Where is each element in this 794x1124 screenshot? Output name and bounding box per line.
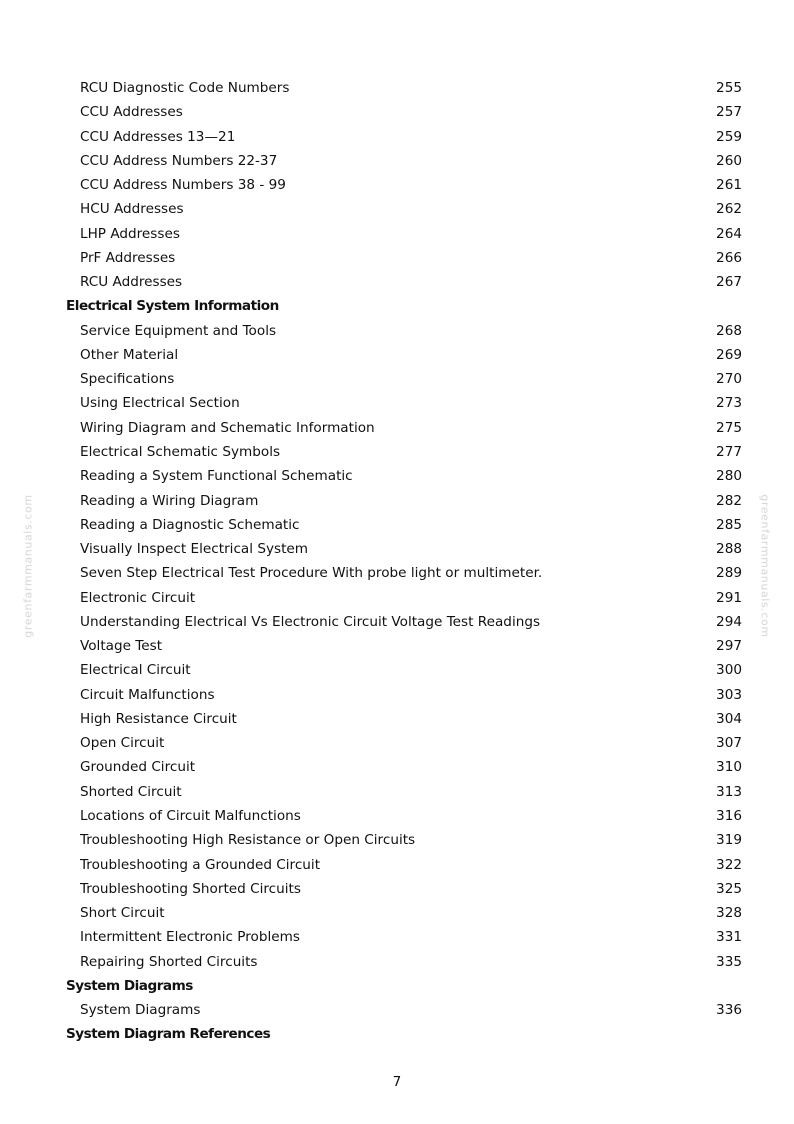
toc-entry[interactable] [66,731,742,755]
toc-entry-title: High Resistance Circuit [80,710,237,727]
toc-entry-page-number: 319 [716,832,742,849]
toc-entry[interactable] [66,537,742,561]
toc-entry-page-number: 310 [716,759,742,776]
toc-entry-title: Other Material [80,346,179,363]
toc-entry-title: CCU Address Numbers 22-37 [80,152,278,169]
toc-entry-page-number: 322 [716,856,742,873]
watermark-right: greenfarmmanuals.com [758,494,772,638]
toc-entry[interactable] [66,780,742,804]
toc-entry-title: Reading a Wiring Diagram [80,492,259,509]
toc-entry-title: Wiring Diagram and Schematic Information [80,419,375,436]
toc-entry-title: Visually Inspect Electrical System [80,541,309,558]
toc-section-title: System Diagrams [66,977,193,994]
toc-entry-page-number: 289 [716,565,742,582]
toc-entry-page-number: 262 [716,201,742,218]
toc-entry-page-number: 277 [716,443,742,460]
toc-entry[interactable] [66,853,742,877]
toc-entry[interactable] [66,804,742,828]
toc-entry-title: Electrical Circuit [80,662,191,679]
toc-entry[interactable] [66,464,742,488]
toc-entry-title: Troubleshooting High Resistance or Open Circuits [80,832,416,849]
toc-section-title: System Diagram References [66,1026,271,1043]
toc-entry-page-number: 288 [716,541,742,558]
toc-entry-page-number: 307 [716,735,742,752]
toc-entry-page-number: 259 [716,128,742,145]
toc-entry-page-number: 285 [716,516,742,533]
toc-entry-page-number: 325 [716,880,742,897]
toc-entry[interactable] [66,416,742,440]
toc-entry-title: Troubleshooting Shorted Circuits [80,880,301,897]
toc-entry-page-number: 335 [716,953,742,970]
toc-entry-page-number: 304 [716,710,742,727]
toc-entry-title: Electrical Schematic Symbols [80,443,281,460]
toc-entry-title: Open Circuit [80,735,165,752]
toc-entry[interactable] [66,76,742,100]
toc-entry-title: Specifications [80,371,175,388]
toc-entry[interactable] [66,586,742,610]
toc-entry-page-number: 303 [716,686,742,703]
toc-entry[interactable] [66,270,742,294]
toc-entry-page-number: 260 [716,152,742,169]
toc-entry[interactable] [66,828,742,852]
toc-entry[interactable] [66,197,742,221]
toc-entry-page-number: 261 [716,177,742,194]
toc-entry[interactable] [66,222,742,246]
toc-entry-title: PrF Addresses [80,249,176,266]
toc-entry-page-number: 257 [716,104,742,121]
toc-entry-page-number: 313 [716,783,742,800]
toc-entry[interactable] [66,440,742,464]
toc-entry[interactable] [66,246,742,270]
toc-entry[interactable] [66,125,742,149]
toc-entry-page-number: 331 [716,929,742,946]
toc-entry-page-number: 268 [716,322,742,339]
toc-entry-title: Seven Step Electrical Test Procedure With probe light or multimeter. [80,565,543,582]
toc-entry-title: RCU Diagnostic Code Numbers [80,80,290,96]
toc-entry-title: Service Equipment and Tools [80,322,277,339]
toc-entry[interactable] [66,561,742,585]
toc-entry-page-number: 280 [716,468,742,485]
toc-entry[interactable] [66,755,742,779]
toc-entry-title: Shorted Circuit [80,783,182,800]
toc-entry[interactable] [66,513,742,537]
toc-entry[interactable] [66,343,742,367]
toc-entry[interactable] [66,998,742,1022]
toc-entry[interactable] [66,319,742,343]
toc-entry-title: Using Electrical Section [80,395,240,412]
toc-entry-title: Grounded Circuit [80,759,196,776]
toc-section-heading [66,1022,742,1046]
toc-entry[interactable] [66,610,742,634]
toc-entry-title: Troubleshooting a Grounded Circuit [80,856,321,873]
toc-entry-title: CCU Addresses [80,104,183,121]
toc-entry-page-number: 328 [716,905,742,922]
toc-entry[interactable] [66,149,742,173]
toc-entry[interactable] [66,683,742,707]
toc-entry-page-number: 316 [716,807,742,824]
toc-entry-page-number: 336 [716,1002,742,1019]
toc-entry[interactable] [66,173,742,197]
toc-entry-page-number: 282 [716,492,742,509]
table-of-contents [66,76,742,1047]
toc-entry-page-number: 269 [716,346,742,363]
toc-section-heading [66,974,742,998]
toc-entry-title: Repairing Shorted Circuits [80,953,258,970]
toc-entry-title: HCU Addresses [80,201,184,218]
toc-entry[interactable] [66,877,742,901]
toc-entry[interactable] [66,391,742,415]
toc-entry-page-number: 294 [716,613,742,630]
watermark-left: greenfarmmanuals.com [21,494,35,638]
toc-entry-title: Electronic Circuit [80,589,196,606]
toc-entry-page-number: 270 [716,371,742,388]
toc-entry-title: Reading a Diagnostic Schematic [80,516,300,533]
toc-entry-title: LHP Addresses [80,225,180,242]
toc-entry-title: Locations of Circuit Malfunctions [80,807,301,824]
toc-entry[interactable] [66,707,742,731]
toc-entry[interactable] [66,901,742,925]
toc-entry-page-number: 291 [716,589,742,606]
toc-entry[interactable] [66,100,742,124]
toc-entry-page-number: 266 [716,249,742,266]
toc-section-title: Electrical System Information [66,298,279,315]
toc-entry-page-number: 273 [716,395,742,412]
toc-entry-title: CCU Addresses 13—21 [80,128,236,145]
toc-entry-page-number: 297 [716,638,742,655]
toc-entry-title: Reading a System Functional Schematic [80,468,353,485]
toc-entry-title: Voltage Test [80,638,163,655]
toc-entry-page-number: 267 [716,274,742,291]
toc-entry-title: RCU Addresses [80,274,183,291]
toc-entry-page-number: 255 [716,80,742,96]
toc-entry-page-number: 275 [716,419,742,436]
toc-entry[interactable] [66,634,742,658]
toc-entry-title: Understanding Electrical Vs Electronic Circuit Voltage Test Readings [80,613,541,630]
toc-entry[interactable] [66,658,742,682]
toc-entry-title: System Diagrams [80,1002,201,1019]
toc-entry-page-number: 264 [716,225,742,242]
toc-section-heading [66,294,742,318]
toc-entry-page-number: 300 [716,662,742,679]
toc-entry[interactable] [66,925,742,949]
toc-entry[interactable] [66,489,742,513]
toc-entry-title: Short Circuit [80,905,165,922]
page-number: 7 [392,1074,402,1090]
toc-entry-title: Intermittent Electronic Problems [80,929,300,946]
toc-entry[interactable] [66,950,742,974]
toc-entry[interactable] [66,367,742,391]
toc-entry-title: CCU Address Numbers 38 - 99 [80,177,286,194]
toc-entry-title: Circuit Malfunctions [80,686,215,703]
